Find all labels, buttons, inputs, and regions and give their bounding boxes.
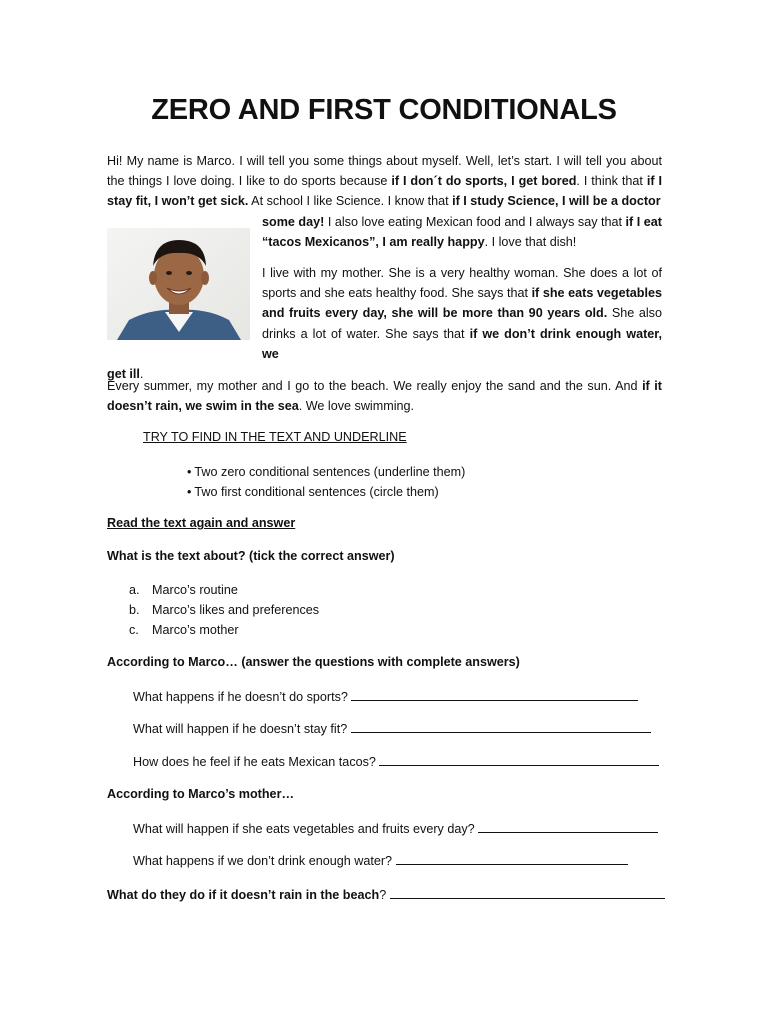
question-row	[133, 688, 638, 704]
question-text: What happens if he doesn’t do sports?	[133, 690, 352, 704]
text-span: She also drinks a lot of water. She says that	[262, 306, 662, 341]
answer-line[interactable]	[379, 753, 659, 766]
page-title: ZERO AND FIRST CONDITIONALS	[151, 94, 617, 126]
conditional-sentence: if it doesn’t rain, we swim in the sea	[107, 379, 663, 414]
question-text: What will happen if he doesn’t stay fit?	[133, 722, 351, 736]
option-letter: c.	[129, 623, 139, 637]
question-text: What happens if we don’t drink enough water?	[133, 854, 396, 868]
according-to-mother-heading: According to Marco’s mother…	[107, 787, 295, 801]
text-span: .	[139, 367, 144, 382]
answer-line[interactable]	[478, 820, 658, 833]
option-text: Marco’s likes and preferences	[152, 603, 320, 617]
answer-line[interactable]	[351, 720, 651, 733]
conditional-sentence: if I study Science, I will be a doctor	[452, 194, 661, 209]
conditional-sentence: if we don’t drink enough water, we	[262, 326, 662, 361]
text-span: I also love eating Mexican food and I always say that	[324, 214, 626, 229]
text-span: . I love that dish!	[484, 234, 577, 249]
conditional-sentence: some day!	[262, 214, 325, 229]
conditional-sentence: get ill	[107, 367, 140, 382]
option-c[interactable]	[129, 620, 319, 640]
option-text: Marco’s routine	[152, 583, 238, 597]
conditional-sentence: if she eats vegetables and fruits every day, she will be more than 90 years old.	[262, 286, 662, 321]
option-letter: b.	[129, 603, 140, 617]
question-row	[133, 753, 659, 769]
question-row	[107, 886, 665, 902]
task-bullet-list	[187, 462, 465, 502]
beach-paragraph	[107, 376, 662, 416]
answer-options	[129, 580, 319, 640]
conditional-sentence: if I don´t do sports, I get bored	[391, 174, 577, 189]
question-text-about: What is the text about? (tick the correct answer)	[107, 549, 395, 563]
indented-text	[107, 263, 662, 364]
according-to-marco-heading: According to Marco… (answer the questions with complete answers)	[107, 655, 520, 669]
question-text: What will happen if she eats vegetables and fruits every day?	[133, 822, 479, 836]
text-span: . I think that	[576, 174, 647, 189]
list-item: • Two zero conditional sentences (underline them)	[187, 462, 465, 482]
question-text: How does he feel if he eats Mexican tacos?	[133, 755, 380, 769]
option-b[interactable]	[129, 600, 319, 620]
task-heading: TRY TO FIND IN THE TEXT AND UNDERLINE	[143, 430, 407, 444]
text-span: At school I like Science. I know that	[248, 194, 453, 209]
conditional-sentence: if I stay fit, I won’t get sick.	[107, 174, 662, 209]
read-again-heading: Read the text again and answer	[107, 516, 296, 530]
text-span: . We love swimming.	[298, 399, 415, 414]
mother-paragraph	[107, 263, 662, 384]
question-text: What do they do if it doesn’t rain in the beach	[107, 888, 380, 902]
option-text: Marco’s mother	[152, 623, 239, 637]
answer-line[interactable]	[396, 852, 628, 865]
text-span: Hi! My name is Marco. I will tell you some things about myself. Well, let’s start. I will tell you about the things I love doing. I like to do sports because	[107, 154, 662, 189]
conditional-sentence: if I eat “tacos Mexicanos”, I am really happy	[262, 214, 662, 249]
option-letter: a.	[129, 583, 140, 597]
question-mark: ?	[379, 888, 390, 902]
answer-line[interactable]	[351, 688, 638, 701]
question-row	[133, 852, 628, 868]
answer-line[interactable]	[390, 886, 665, 899]
text-span: I live with my mother. She is a very healthy woman. She does a lot of sports and she eats healthy food. She says that	[262, 266, 662, 301]
option-a[interactable]	[129, 580, 319, 600]
text-span: Every summer, my mother and I go to the beach. We really enjoy the sand and the sun. And	[107, 379, 643, 393]
question-row	[133, 720, 651, 736]
list-item: • Two first conditional sentences (circle them)	[187, 482, 465, 502]
question-row	[133, 820, 658, 836]
